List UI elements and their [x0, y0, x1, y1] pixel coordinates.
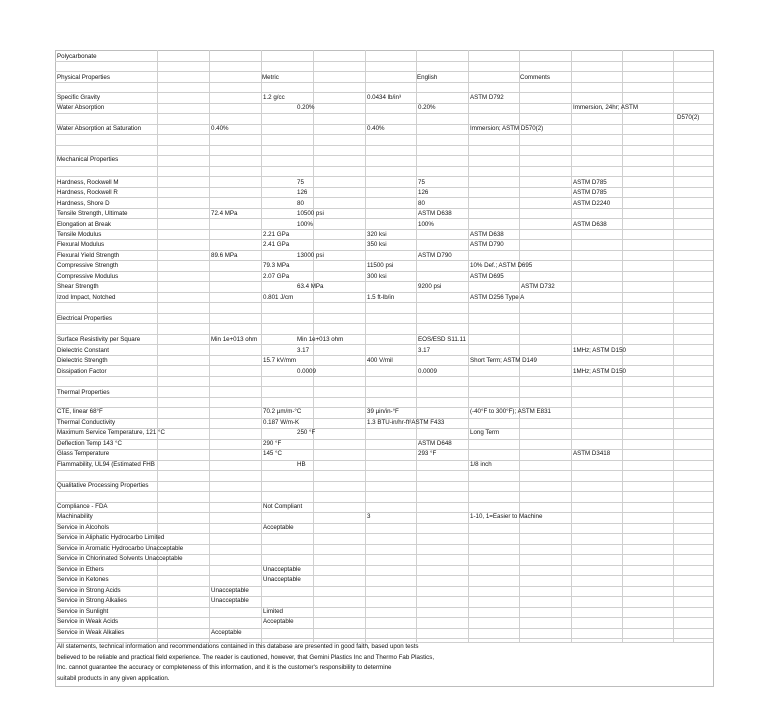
property-value: 11500 psi — [367, 262, 394, 269]
property-value: Short Term; ASTM D149 — [470, 357, 537, 364]
property-value: 320 ksi — [367, 230, 387, 238]
property-value: Limited — [263, 607, 283, 615]
property-label: Dissipation Factor — [57, 367, 107, 375]
property-label: Water Absorption — [57, 104, 105, 111]
property-value: 3.17 — [297, 346, 310, 354]
row-line — [55, 355, 713, 356]
property-label: Service in Ketones — [57, 576, 109, 583]
header-english: English — [417, 74, 438, 81]
row-line — [55, 92, 713, 93]
property-value: ASTM D638 — [470, 230, 504, 238]
property-value: ASTM D3418 — [573, 450, 611, 457]
row-line — [55, 208, 713, 209]
row-line — [55, 61, 713, 62]
property-value: ASTM D638 — [418, 210, 452, 217]
property-value: 0.40% — [367, 125, 385, 132]
property-value: Long Term — [470, 429, 500, 436]
property-value: ASTM D790 — [470, 241, 504, 248]
property-label: Glass Temperature — [57, 450, 110, 457]
property-label: Water Absorption at Saturation — [57, 125, 142, 132]
property-value: 0.801 J/cm — [263, 293, 294, 301]
property-value: 250 °F — [297, 429, 316, 436]
property-label: Service in Aliphatic Hydrocarbo Limited — [57, 534, 165, 541]
property-value: ASTM D695 — [470, 272, 504, 280]
row-line — [55, 397, 713, 398]
row-line — [55, 607, 713, 608]
row-line — [55, 502, 713, 503]
section-heading: Qualitative Processing Properties — [57, 481, 149, 489]
property-label: Compressive Modulus — [57, 272, 119, 280]
disclaimer — [57, 642, 434, 684]
property-value: ASTM D2240 — [573, 199, 611, 207]
property-value: 89.6 MPa — [211, 251, 238, 259]
row-line — [55, 565, 713, 566]
row-line — [55, 512, 713, 513]
property-label: Service in Ethers — [57, 565, 104, 573]
property-value: Acceptable — [211, 628, 242, 636]
property-value: 293 °F — [418, 450, 437, 457]
property-value: ASTM D648 — [418, 439, 452, 447]
row-line — [55, 334, 713, 335]
property-label: Compliance - FDA — [57, 502, 108, 510]
header-metric: Metric — [262, 74, 279, 81]
property-value: Not Compliant — [263, 502, 303, 510]
property-value: 1.5 ft-lb/in — [367, 293, 395, 301]
property-value: ASTM D256 Type A — [470, 293, 525, 301]
property-value: 300 ksi — [367, 272, 387, 280]
property-value: 1-10, 1=Easier to Machine — [470, 513, 543, 520]
property-value: D570(2) — [677, 114, 700, 121]
row-line — [55, 113, 713, 114]
property-value: (-40°F to 300°F); ASTM E831 — [470, 408, 551, 415]
row-line — [55, 628, 713, 629]
property-value: 1MHz; ASTM D150 — [573, 367, 626, 375]
property-value: 100% — [297, 220, 313, 228]
property-value: EOS/ESD S11.11 — [418, 336, 466, 343]
property-value: 1.2 g/cc — [263, 94, 285, 101]
property-label: Deflection Temp 143 °C — [57, 439, 122, 447]
property-label: Tensile Modulus — [57, 230, 102, 238]
row-line — [55, 250, 713, 251]
row-line — [55, 187, 713, 188]
property-label: Service in Alcohols — [57, 523, 109, 531]
property-value: 145 °C — [263, 450, 282, 457]
row-line — [55, 71, 713, 72]
property-label: Service in Chlorinated Solvents Unacceptable — [57, 555, 183, 562]
property-value: 1MHz; ASTM D150 — [573, 346, 626, 354]
property-label: Service in Aromatic Hydrocarbo Unacceptable — [57, 544, 184, 552]
property-value: 75 — [297, 178, 304, 186]
property-value: Immersion; ASTM D570(2) — [470, 125, 544, 132]
property-value: Acceptable — [263, 523, 294, 531]
disclaimer-line: All statements, technical information and recommendations contained in this database are presented in good faith, based upon tests — [57, 643, 419, 650]
property-value: Unacceptable — [263, 565, 301, 573]
property-value: 2.41 GPa — [263, 241, 290, 248]
property-value: 0.40% — [211, 125, 229, 132]
row-line — [55, 229, 713, 230]
property-value: 350 ksi — [367, 241, 387, 248]
property-label: Service in Sunlight — [57, 607, 109, 615]
section-heading: Mechanical Properties — [57, 156, 119, 163]
row-line — [55, 481, 713, 482]
row-line — [55, 260, 713, 261]
property-value: 1/8 inch — [470, 460, 492, 468]
property-value: 2.21 GPa — [263, 230, 290, 238]
property-value: Min 1e+013 ohm — [297, 336, 344, 343]
row-line — [55, 575, 713, 576]
property-value: 2.07 GPa — [263, 272, 290, 280]
property-label: Dielectric Strength — [57, 357, 108, 364]
property-label: Izod Impact, Notched — [57, 293, 116, 301]
property-value: 80 — [297, 199, 304, 207]
property-value: 0.187 W/m-K — [263, 418, 300, 426]
row-line — [55, 218, 713, 219]
property-value: 0.0009 — [418, 367, 437, 375]
property-value: 126 — [418, 189, 429, 196]
disclaimer-line: Inc. cannot guarantee the accuracy or completeness of this information, and it is the customer's responsibility to determine — [57, 664, 392, 671]
property-label: Service in Weak Acids — [57, 618, 119, 625]
row-line — [55, 523, 713, 524]
property-value: 75 — [418, 178, 425, 186]
property-value: 9200 psi — [418, 283, 442, 290]
row-line — [55, 166, 713, 167]
row-line — [55, 82, 713, 83]
property-value: 3 — [367, 513, 371, 520]
row-line — [55, 155, 713, 156]
disclaimer-line: suitabil products in any given application. — [57, 674, 170, 682]
row-line — [55, 376, 713, 377]
property-label: CTE, linear 68°F — [57, 408, 103, 415]
row-line — [55, 439, 713, 440]
property-value: 400 V/mil — [367, 357, 393, 364]
property-value: 79.3 MPa — [263, 262, 290, 269]
property-value: Acceptable — [263, 618, 294, 625]
property-value: 80 — [418, 199, 425, 207]
row-line — [55, 365, 713, 366]
property-value: 0.20% — [418, 104, 436, 111]
property-label: Tensile Strength, Ultimate — [57, 210, 128, 217]
row-line — [55, 176, 713, 177]
property-value: 15.7 kV/mm — [263, 357, 297, 364]
property-value: Min 1e+013 ohm — [211, 336, 258, 343]
row-line — [55, 281, 713, 282]
row-line — [55, 239, 713, 240]
sheet-title: Polycarbonate — [57, 53, 97, 60]
row-line — [55, 344, 713, 345]
property-value: ASTM D790 — [418, 251, 452, 259]
row-line — [55, 313, 713, 314]
property-value: 0.20% — [297, 104, 315, 111]
row-line — [55, 292, 713, 293]
property-label: Shear Strength — [57, 283, 99, 290]
property-label: Flammability, UL94 (Estimated FHB — [57, 460, 155, 468]
section-heading: Electrical Properties — [57, 315, 113, 322]
property-value: 0.0434 lb/in³ — [367, 94, 402, 101]
property-value: Immersion, 24hr; ASTM — [573, 104, 638, 111]
property-label: Flexural Modulus — [57, 241, 105, 248]
section-heading: Thermal Properties — [57, 389, 110, 396]
property-value: Unacceptable — [211, 586, 249, 594]
property-value: 290 °F — [263, 439, 282, 447]
property-label: Surface Resistivity per Square — [57, 336, 141, 343]
property-value: 1.3 BTU-in/hr-ft²ASTM F433 — [367, 418, 445, 426]
property-value: 100% — [418, 220, 434, 228]
property-value: 0.0009 — [297, 367, 316, 375]
property-label: Service in Weak Alkalies — [57, 628, 125, 636]
header-comments: Comments — [520, 74, 550, 81]
property-value: 70.2 µm/m-°C — [263, 408, 302, 415]
disclaimer-line: believed to be reliable and practical field experience. The reader is cautioned, however, that Gemini Plastics Inc and Thermo Fab Plastics, — [57, 653, 435, 661]
property-label: Specific Gravity — [57, 94, 100, 101]
row-line — [55, 586, 713, 587]
property-value: Unacceptable — [211, 597, 249, 604]
row-line — [55, 323, 713, 324]
property-label: Service in Strong Acids — [57, 586, 121, 594]
property-value: 10500 psi — [297, 210, 324, 217]
property-label: Dielectric Constant — [57, 346, 109, 354]
row-line — [55, 197, 713, 198]
property-label: Service in Strong Alkalies — [57, 597, 127, 604]
property-value: 126 — [297, 189, 308, 196]
property-label: Maximum Service Temperature, 121 °C — [57, 429, 165, 436]
row-line — [55, 449, 713, 450]
property-label: Hardness, Rockwell M — [57, 178, 119, 186]
row-line — [55, 302, 713, 303]
property-label: Thermal Conductivity — [57, 418, 116, 426]
property-value: 72.4 MPa — [211, 210, 238, 217]
row-line — [55, 271, 713, 272]
property-value: ASTM D785 — [573, 189, 607, 196]
property-value: ASTM D638 — [573, 220, 607, 228]
row-line — [55, 491, 713, 492]
property-value: 3.17 — [418, 346, 431, 354]
property-label: Elongation at Break — [57, 220, 112, 228]
row-line — [55, 638, 713, 639]
row-line — [55, 145, 713, 146]
spreadsheet — [55, 50, 713, 686]
section-physical: Physical Properties — [57, 74, 110, 81]
property-value: HB — [297, 460, 306, 468]
property-value: 10% Def.; ASTM D695 — [470, 262, 533, 269]
property-value: ASTM D732 — [521, 283, 555, 290]
row-line — [55, 617, 713, 618]
row-line — [55, 596, 713, 597]
property-value: ASTM D785 — [573, 178, 607, 186]
property-value: 63.4 MPa — [297, 283, 324, 290]
row-line — [55, 386, 713, 387]
property-label: Machinability — [57, 513, 93, 520]
row-line — [55, 470, 713, 471]
property-label: Hardness, Shore D — [57, 199, 110, 207]
property-value: ASTM D792 — [470, 94, 504, 101]
property-label: Hardness, Rockwell R — [57, 189, 118, 196]
property-value: Unacceptable — [263, 576, 301, 583]
row-line — [55, 134, 713, 135]
property-value: 39 µin/in-°F — [367, 408, 399, 415]
property-label: Flexural Yield Strength — [57, 251, 120, 259]
property-value: 13000 psi — [297, 251, 324, 259]
property-label: Compressive Strength — [57, 262, 119, 269]
